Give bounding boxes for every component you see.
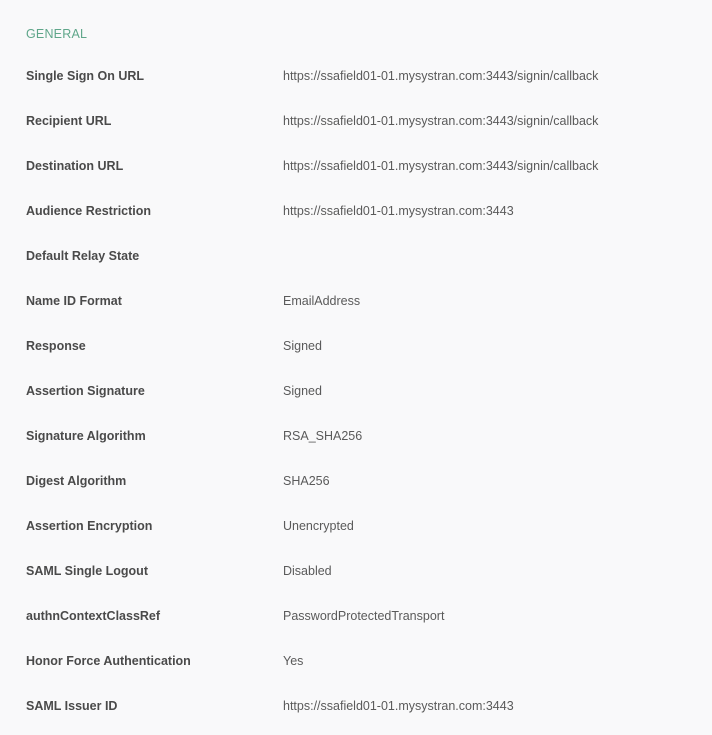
setting-value: https://ssafield01-01.mysystran.com:3443 <box>283 699 514 713</box>
setting-row-recipient-url <box>0 99 712 144</box>
setting-row-saml-issuer-id <box>0 684 712 729</box>
setting-row-assertion-encryption <box>0 504 712 549</box>
setting-value: RSA_SHA256 <box>283 429 363 443</box>
setting-label: Honor Force Authentication <box>26 654 191 668</box>
settings-list <box>0 54 712 729</box>
setting-row-assertion-signature <box>0 369 712 414</box>
setting-value: https://ssafield01-01.mysystran.com:3443/signin/callback <box>283 69 599 83</box>
setting-label: Destination URL <box>26 159 124 173</box>
setting-value: Unencrypted <box>283 519 354 533</box>
setting-value: SHA256 <box>283 474 330 488</box>
setting-row-digest-algorithm <box>0 459 712 504</box>
setting-value: Signed <box>283 339 322 353</box>
setting-value: https://ssafield01-01.mysystran.com:3443/signin/callback <box>283 114 599 128</box>
setting-value: https://ssafield01-01.mysystran.com:3443/signin/callback <box>283 159 599 173</box>
setting-row-authn-context-class-ref <box>0 594 712 639</box>
setting-label: Assertion Signature <box>26 384 145 398</box>
setting-row-saml-single-logout <box>0 549 712 594</box>
setting-label: Name ID Format <box>26 294 122 308</box>
setting-label: authnContextClassRef <box>26 609 161 623</box>
setting-label: SAML Single Logout <box>26 564 148 578</box>
setting-label: Signature Algorithm <box>26 429 146 443</box>
setting-row-signature-algorithm <box>0 414 712 459</box>
setting-value: Disabled <box>283 564 332 578</box>
setting-label: Recipient URL <box>26 114 112 128</box>
setting-value: PasswordProtectedTransport <box>283 609 445 623</box>
setting-row-honor-force-authentication <box>0 639 712 684</box>
setting-label: Default Relay State <box>26 249 140 263</box>
setting-label: Assertion Encryption <box>26 519 153 533</box>
setting-label: SAML Issuer ID <box>26 699 118 713</box>
setting-value: Signed <box>283 384 322 398</box>
setting-label: Digest Algorithm <box>26 474 127 488</box>
setting-value: https://ssafield01-01.mysystran.com:3443 <box>283 204 514 218</box>
setting-row-response <box>0 324 712 369</box>
setting-row-default-relay-state <box>0 234 712 279</box>
setting-row-single-sign-on-url <box>0 54 712 99</box>
section-title-general: GENERAL <box>26 27 88 41</box>
setting-row-audience-restriction <box>0 189 712 234</box>
setting-row-name-id-format <box>0 279 712 324</box>
setting-value: Yes <box>283 654 304 668</box>
setting-value: EmailAddress <box>283 294 361 308</box>
setting-label: Single Sign On URL <box>26 69 145 83</box>
setting-label: Audience Restriction <box>26 204 152 218</box>
setting-row-destination-url <box>0 144 712 189</box>
setting-label: Response <box>26 339 86 353</box>
